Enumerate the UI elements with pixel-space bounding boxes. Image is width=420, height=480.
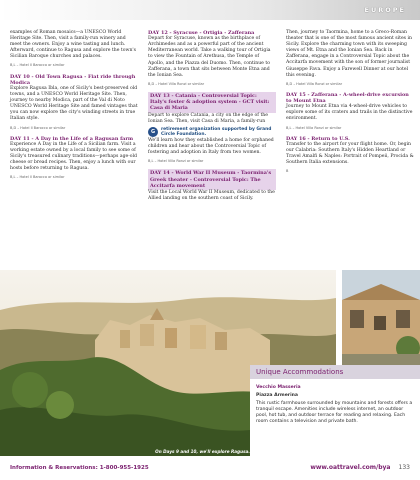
day-15-title: DAY 15 - Zafferana - A-wheel-drive excursion to Mount Etna	[286, 91, 409, 105]
accommodations-title: Unique Accommodations	[250, 365, 420, 379]
day-15-meals: B,L – Hotel Villa Ronzi or similar	[286, 125, 342, 130]
col1-intro: examples of Roman mosaics—a UNESCO World Heritage Site. Then, visit a family-run winery and meet the owners. Enjoy a wine tasting and lunch. Afterward, continue to Ragusa and explore the town's Sicilian Baroque churches and palaces.	[10, 30, 137, 60]
day-11-title: DAY 11 - A Day in the Life of a Ragusan farm	[10, 135, 134, 142]
footer-right	[310, 464, 410, 471]
day-15-text: Journey to Mount Etna via 4-wheel-drive vehicles to explore some of its craters and trails in the distinctive environment.	[286, 104, 413, 122]
foundation-callout	[148, 127, 276, 138]
page-number: 133	[398, 464, 410, 471]
day-12-text: Depart for Syracuse, known as the birthplace of Archimedes and as a powerful part of the ancient Mediterranean world. Take a walking tour of Ortigia to view the Fountain of Arethusa, the Temple of Apollo, and the Piazza del Duomo. Then, continue to Zafferana, a town that sits between Monte Etna and the Ionian Sea.	[148, 36, 271, 78]
foundation-logo-icon: G	[148, 127, 158, 137]
foundation-callout-text: retirement organization supported by Grand Circle Foundation.	[161, 126, 272, 138]
day-12-title: DAY 12 - Syracuse - Ortigia - Zafferana	[148, 30, 255, 36]
column-2	[148, 30, 276, 204]
column-1	[10, 30, 138, 180]
itinerary-columns	[10, 30, 414, 265]
reservations-info: Information & Reservations: 1-800-955-1925	[10, 465, 149, 471]
day-13-title: DAY 13 - Catania - Controversial Topic: Italy's foster & adoption system - GCT visit: Casa di Maria	[148, 92, 276, 113]
day-13-meals: B,L – Hotel Villa Ronzi or similar	[148, 159, 204, 164]
day-13-text: Depart to explore Catania, a city on the edge of the Ionian Sea. Then, visit Casa di Maria, a family-run	[148, 112, 268, 124]
day-10-text: Explore Ragusa Ibla, one of Sicily's best-preserved old towns, and a UNESCO World Heritage Site. Then, journey to nearby Modica, part of the Val di Noto UNESCO World Heritage Site and famed vintages that you can now explore the city's winding streets in true Italian style.	[10, 85, 138, 122]
accommodations-box	[250, 365, 420, 465]
day-13-text-2: We'll learn how they established a home for orphaned children and hear about the Controversial Topic of fostering and adoption in Italy from two women.	[148, 137, 274, 156]
col1-intro-meals: B,L – Hotel Il Barocco or similar	[10, 63, 65, 68]
photo-caption: On Days 9 and 10, we'll explore Ragusa.	[155, 449, 250, 454]
col3-intro-meals: B,D – Hotel Villa Ronzi or similar	[286, 81, 343, 86]
masseria-photo	[342, 270, 420, 366]
day-11-meals: B,L – Hotel Il Barocco or similar	[10, 175, 65, 180]
day-16-title: DAY 16 - Return to U.S.	[286, 135, 350, 142]
col3-intro: Then, journey to Taormina, home to a Greco-Roman theater that is one of the most famous ancient sites in Sicily. Explore the charming town with its sweeping views of Mt. Etna and the Ionian Sea. Back in Zafferana, engage in a Controversial Topic about the Accitarfa movement with the son of former journalist Giuseppe Fava. Enjoy a Farewell Dinner at our hotel this evening.	[286, 30, 412, 78]
section-label: EUROPE	[364, 6, 406, 14]
page-footer	[0, 458, 420, 480]
day-16-text: Transfer to the airport for your flight home. Or, begin our Calabria: Southern Italy's Hidden Heartland or Travel Amalfi & Naples: Portrait of Pompeii, Procida & Southern Italia extensions.	[286, 141, 414, 166]
day-10-title: DAY 10 - Old Town Ragusa - Fiat ride through Modica	[10, 73, 136, 86]
day-16-meals: B	[286, 169, 289, 174]
day-14-text: Visit the Local World War II Museum, dedicated to the Allied landing on the southern coast of Sicily.	[148, 189, 275, 202]
hotel-location: Piazza Armerina	[256, 393, 299, 399]
day-10-meals: B,D – Hotel Il Barocco or similar	[10, 125, 66, 130]
section-header-bar	[0, 0, 420, 20]
website-link[interactable]: www.oattravel.com/bya	[310, 464, 391, 471]
hotel-name: Vecchio Masseria	[256, 385, 301, 390]
day-14-title: DAY 14 - World War II Museum - Taormina's Greek theater - Controversial Topic: The Accitarfa movement	[148, 169, 276, 190]
column-3	[286, 30, 414, 174]
masseria-building-illustration	[342, 270, 420, 366]
accommodations-body	[250, 379, 420, 430]
day-12-meals: B,D – Hotel Villa Ronzi or similar	[148, 81, 205, 86]
accommodations-description: This rustic farmhouse surrounded by mountains and forests offers a tranquil escape. Amenities include wireless internet, an outdoor pool, hot tub, and outdoor terrace for reading and relaxing. Each room contains a television and private bath.	[256, 401, 413, 425]
day-11-text: Experience A Day in the Life of a Sicilian farm. Visit a working estate owned by a local family to see some of Sicily's treasured culinary traditions—perhaps age-old cheese or bread recipes. Then, enjoy a lunch with our hosts before returning to Ragusa.	[10, 141, 137, 172]
